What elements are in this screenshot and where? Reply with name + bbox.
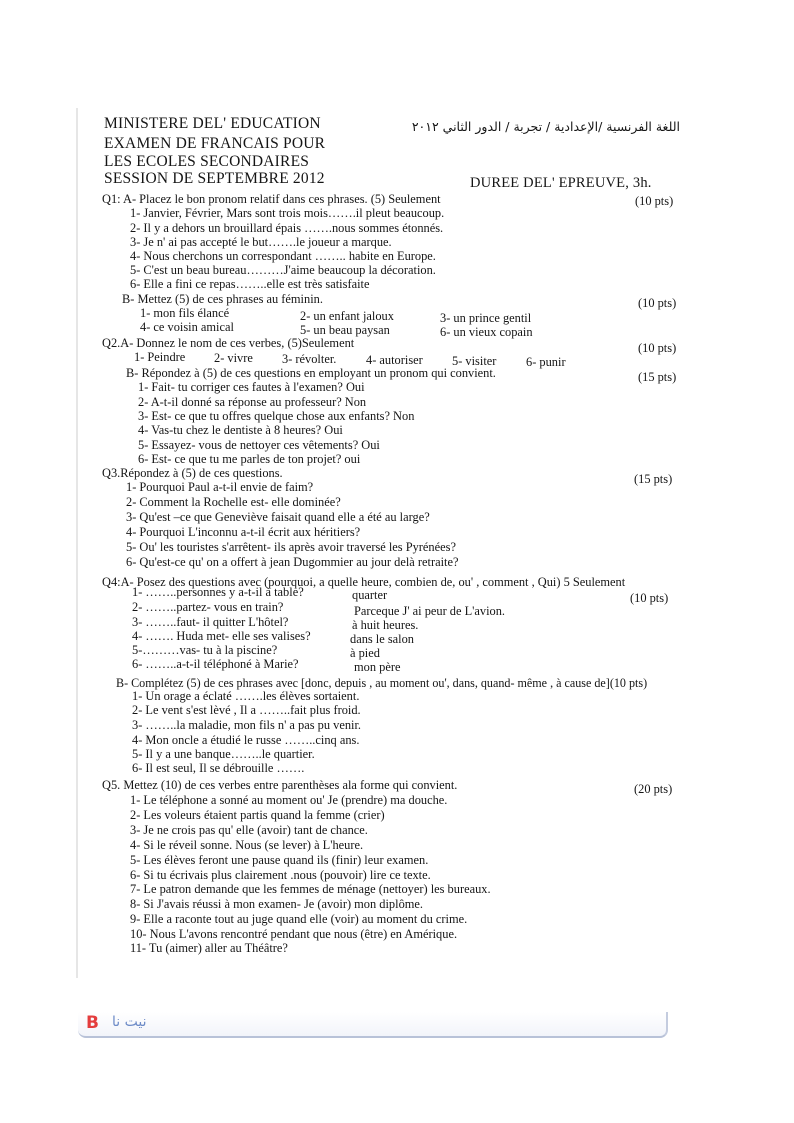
q4-answer: quarter <box>352 588 388 602</box>
q5-sentence: 3- Je ne crois pas qu' elle (avoir) tant de chance. <box>130 823 368 837</box>
q2b-question: 6- Est- ce que tu me parles de ton projet? oui <box>138 452 361 466</box>
q5-sentence: 2- Les voleurs étaient partis quand la femme (crier) <box>130 808 385 822</box>
q4-answer: à pied <box>350 646 380 660</box>
q4b-sentence: 5- Il y a une banque……..le quartier. <box>132 747 315 761</box>
q1-sentence: 2- Il y a dehors un brouillard épais …….nous sommes étonnés. <box>130 221 444 235</box>
q5-sentence: 6- Si tu écrivais plus clairement .nous (pouvoir) lire ce texte. <box>130 868 431 882</box>
q5-sentence: 8- Si J'avais réussi à mon examen- Je (avoir) mon diplôme. <box>130 897 424 911</box>
arabic-header: اللغة الفرنسية /الإعدادية / تجربة / الدور الثاني ٢٠١٢ <box>411 119 680 134</box>
q4-question: 2- ……..partez- vous en train? <box>132 600 284 614</box>
q2b-question: 5- Essayez- vous de nettoyer ces vêtements? Oui <box>138 438 380 452</box>
q2b-question: 4- Vas-tu chez le dentiste à 8 heures? Oui <box>138 423 343 437</box>
q2b-question: 3- Est- ce que tu offres quelque chose aux enfants? Non <box>138 409 415 423</box>
q5-sentence: 9- Elle a raconte tout au juge quand elle (voir) au moment du crime. <box>130 912 468 926</box>
q3-points: (15 pts) <box>634 472 673 486</box>
q1-sentence: 5- C'est un beau bureau………J'aime beaucoup la décoration. <box>130 263 436 277</box>
q3-question: 6- Qu'est-ce qu' on a offert à jean Dugommier au jour delà retraite? <box>126 555 459 569</box>
q1b-item: 2- un enfant jaloux <box>300 309 394 323</box>
session-title: SESSION DE SEPTEMBRE 2012 <box>104 170 325 187</box>
q1-points: (10 pts) <box>635 194 674 208</box>
q3-question: 5- Ou' les touristes s'arrêtent- ils après avoir traversé les Pyrénées? <box>126 540 456 554</box>
footer-bar <box>78 1012 668 1038</box>
ministry-title: MINISTERE DEL' EDUCATION <box>104 115 321 132</box>
q3-question: 2- Comment la Rochelle est- elle dominée? <box>126 495 341 509</box>
q1b-item: 1- mon fils élancé <box>140 306 230 320</box>
q1b-item: 4- ce voisin amical <box>140 320 234 334</box>
q1b-item: 6- un vieux copain <box>440 325 533 339</box>
q1-sentence: 3- Je n' ai pas accepté le but…….le joueur a marque. <box>130 235 392 249</box>
q1-sentence: 4- Nous cherchons un correspondant …….. habite en Europe. <box>130 249 436 263</box>
q4-question: 5-………vas- tu à la piscine? <box>132 643 278 657</box>
q4-answer: Parceque J' ai peur de L'avion. <box>354 604 506 618</box>
q4-question: 4- ……. Huda met- elle ses valises? <box>132 629 311 643</box>
q5-sentence: 4- Si le réveil sonne. Nous (se lever) à L'heure. <box>130 838 364 852</box>
q2-verb: 1- Peindre <box>134 350 186 364</box>
q2-points: (10 pts) <box>638 341 677 355</box>
q5-title: Q5. Mettez (10) de ces verbes entre parenthèses ala forme qui convient. <box>102 778 458 792</box>
q4-answer: dans le salon <box>350 632 415 646</box>
q2b-question: 1- Fait- tu corriger ces fautes à l'examen? Oui <box>138 380 365 394</box>
q5-sentence: 1- Le téléphone a sonné au moment ou' Je (prendre) ma douche. <box>130 793 448 807</box>
q2-title: Q2.A- Donnez le nom de ces verbes, (5)Seulement <box>102 336 355 350</box>
q4-question: 6- ……..a-t-il téléphoné à Marie? <box>132 657 299 671</box>
q2b-points: (15 pts) <box>638 370 677 384</box>
q4-question: 3- ……..faut- il quitter L'hôtel? <box>132 615 289 629</box>
q1b-title: B- Mettez (5) de ces phrases au féminin. <box>122 292 323 306</box>
site-logo-text: نيت نا <box>112 1014 147 1030</box>
q2-verb: 6- punir <box>526 355 566 369</box>
q2-verb: 2- vivre <box>214 351 253 365</box>
q5-sentence: 5- Les élèves feront une pause quand ils (finir) leur examen. <box>130 853 429 867</box>
scan-edge <box>76 108 78 978</box>
q5-sentence: 10- Nous L'avons rencontré pendant que nous (être) en Amérique. <box>130 927 458 941</box>
q1-sentence: 6- Elle a fini ce repas……..elle est très satisfaite <box>130 277 370 291</box>
q3-title: Q3.Répondez à (5) de ces questions. <box>102 466 283 480</box>
q2b-title: B- Répondez à (5) de ces questions en employant un pronom qui convient. <box>126 366 496 380</box>
q3-question: 3- Qu'est –ce que Geneviève faisait quand elle a été au large? <box>126 510 430 524</box>
q4b-sentence: 4- Mon oncle a étudié le russe ……..cinq ans. <box>132 733 360 747</box>
q4-answer: mon père <box>354 660 401 674</box>
exam-title: EXAMEN DE FRANCAIS POUR <box>104 135 326 152</box>
q1-sentence: 1- Janvier, Février, Mars sont trois mois…….il pleut beaucoup. <box>130 206 445 220</box>
q1-title: Q1: A- Placez le bon pronom relatif dans ces phrases. (5) Seulement <box>102 192 441 206</box>
q4-question: 1- ……..personnes y a-t-il à table? <box>132 585 304 599</box>
q4-title: Q4:A- Posez des questions avec (pourquoi, a quelle heure, combien de, ou' , comment , Qui) 5 Seulement <box>102 575 626 589</box>
q4b-sentence: 2- Le vent s'est lèvé , Il a ……..fait plus froid. <box>132 703 361 717</box>
q4-answer: à huit heures. <box>352 618 419 632</box>
q4b-sentence: 6- Il est seul, Il se débrouille ……. <box>132 761 305 775</box>
q4b-title: B- Complétez (5) de ces phrases avec [donc, depuis , au moment ou', dans, quand- même , à cause de](10 pts) <box>116 676 648 690</box>
q2-verb: 5- visiter <box>452 354 497 368</box>
q4-points: (10 pts) <box>630 591 669 605</box>
q2b-question: 2- A-t-il donné sa réponse au professeur? Non <box>138 395 367 409</box>
duration: DUREE DEL' EPREUVE, 3h. <box>470 175 652 191</box>
q1b-item: 5- un beau paysan <box>300 323 390 337</box>
q3-question: 4- Pourquoi L'inconnu a-t-il écrit aux héritiers? <box>126 525 361 539</box>
q5-sentence: 11- Tu (aimer) aller au Théâtre? <box>130 941 288 955</box>
q4b-sentence: 3- ……..la maladie, mon fils n' a pas pu venir. <box>132 718 362 732</box>
q3-question: 1- Pourquoi Paul a-t-il envie de faim? <box>126 480 314 494</box>
school-title: LES ECOLES SECONDAIRES <box>104 153 310 170</box>
q5-points: (20 pts) <box>634 782 673 796</box>
q5-sentence: 7- Le patron demande que les femmes de ménage (nettoyer) les bureaux. <box>130 882 491 896</box>
q2-verb: 4- autoriser <box>366 353 423 367</box>
q4b-sentence: 1- Un orage a éclaté …….les élèves sortaient. <box>132 689 360 703</box>
site-logo: B <box>86 1013 99 1033</box>
q1b-points: (10 pts) <box>638 296 677 310</box>
q2-verb: 3- révolter. <box>282 352 337 366</box>
q1b-item: 3- un prince gentil <box>440 311 532 325</box>
